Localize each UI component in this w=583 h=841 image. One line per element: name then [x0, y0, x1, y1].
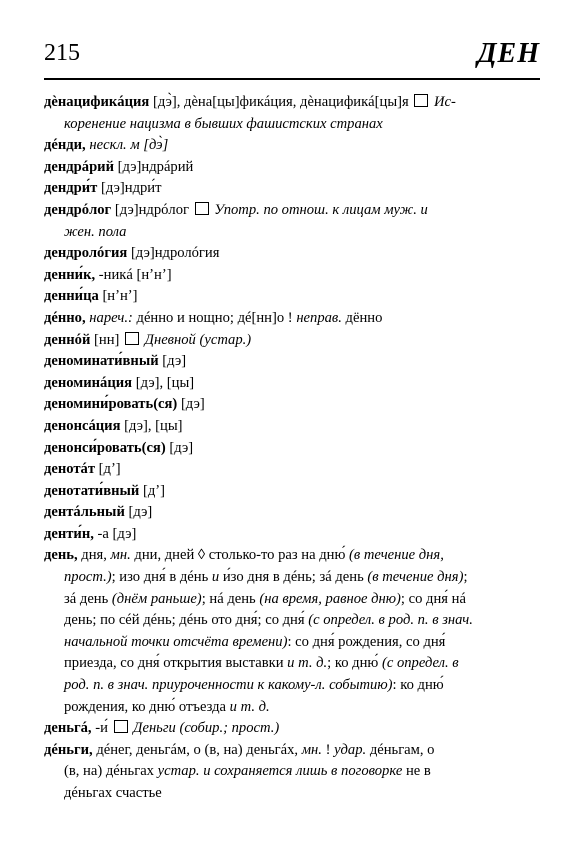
entry-text: [дэ] [158, 353, 187, 370]
entry-text: ! [321, 741, 335, 758]
headword: деннóй [44, 331, 91, 348]
entry-continuation: дéньгах счастье [64, 785, 162, 801]
entry-denonsatsiya [44, 416, 540, 438]
reference-box-icon [414, 94, 428, 107]
entry-text: ; [463, 569, 468, 586]
entry-note: устар. и сохраняется лишь в поговорке [157, 763, 403, 780]
entry-note: (в течение дня, [349, 547, 444, 564]
entry-text: дня, [77, 547, 111, 564]
entry-note: неправ. [296, 309, 342, 326]
headword: деньгá, [44, 720, 92, 737]
entry-text: дéньгам, о [366, 741, 435, 758]
entry-note: (на время, равное дню) [259, 590, 401, 607]
entry-note: и т. д. [287, 655, 328, 672]
entry-pos: нареч.: [89, 309, 133, 326]
entry-text: ; со дня́ нá [400, 590, 466, 607]
entry-text: -а [дэ] [93, 525, 137, 542]
entry-text: [дэ]ндрóлог [111, 201, 193, 218]
entry-text: дни, дней ◊ столько-то раз на дню́ [130, 547, 350, 564]
entry-text: [дэ]ндролóгия [127, 245, 220, 262]
entry-text: [дэ] [124, 504, 153, 521]
headword: дендри́т [44, 180, 98, 197]
entry-denga [44, 718, 540, 740]
headword: денонси́ровать(ся) [44, 439, 166, 456]
entry-text: ; нá день [201, 590, 260, 607]
entry-continuation [44, 610, 540, 632]
headword: дендрóлог [44, 201, 112, 218]
headword: дентáльный [44, 504, 125, 521]
entry-dendrariy [44, 157, 540, 179]
entry-dentalnyy [44, 502, 540, 524]
entry-note: Деньги [129, 720, 180, 737]
headword: деномини́ровать(ся) [44, 396, 178, 413]
entry-note: и [211, 569, 220, 586]
entry-note: (в течение дня) [367, 569, 464, 586]
entry-text: [дэ̀], дѐна[цы]фикáция, дѐнацификá[цы]я [149, 94, 413, 110]
entry-denominirovat [44, 394, 540, 416]
entry-text: [нн] [90, 331, 124, 348]
entry-denominatsiya [44, 373, 540, 395]
headword: денни́ца [44, 288, 99, 305]
entry-continuation [44, 632, 540, 654]
entry-note: прост.) [64, 569, 112, 586]
entry-denatsifikatsiya [44, 92, 540, 135]
entry-continuation: коренение нацизма в бывших фашистских странах [64, 115, 383, 132]
entry-note: род. п. в знач. приуроченности к какому-л. событию) [64, 677, 393, 694]
entry-continuation [44, 675, 540, 697]
entry-dennitsa [44, 286, 540, 308]
headword: дéнно, [44, 309, 86, 326]
entry-text: [дʼ] [95, 461, 121, 478]
entry-dennik [44, 265, 540, 287]
entry-note: Дневной [141, 331, 200, 348]
entry-den [44, 545, 540, 718]
headword: деноминати́вный [44, 353, 159, 370]
entry-continuation [44, 653, 540, 675]
headword: дéньги, [44, 741, 93, 758]
entry-text: и́зо дня в дéнь; зá день [219, 569, 368, 586]
headword: дендрáрий [44, 158, 114, 175]
entry-text: дéнно и нощно; дé[нн]о ! [132, 309, 297, 326]
entry-note: мн. [301, 741, 322, 758]
reference-box-icon [195, 202, 209, 215]
headword: денотáт [44, 461, 96, 478]
entry-text: (в, на) дéньгах [64, 763, 158, 780]
entry-text: не в [402, 763, 431, 780]
entry-text: [нʼнʼ] [98, 288, 138, 305]
entry-continuation [44, 761, 540, 783]
entry-note: (устар.) [199, 331, 252, 348]
entry-text: : ко дню́ [392, 677, 444, 694]
entry-text: рождения, ко дню́ отъезда [64, 698, 230, 715]
entry-note: начальной точки отсчёта времени) [64, 633, 288, 650]
headword: дендролóгия [44, 245, 128, 262]
entry-note: удар. [334, 741, 367, 758]
entry-text: [дэ]ндрáрий [114, 158, 194, 175]
entry-text: -никá [нʼнʼ] [95, 266, 172, 283]
entry-denno [44, 308, 540, 330]
entry-text: день; по сéй дéнь; дéнь ото дня́; со дня́ [64, 612, 309, 629]
entry-text: ; ко дню́ [327, 655, 382, 672]
entry-note: (собир.; прост.) [179, 720, 280, 737]
entry-dennoy [44, 330, 540, 352]
entry-dendi [44, 135, 540, 157]
entry-denotativnyy [44, 481, 540, 503]
entry-note: (с определ. в род. п. в знач. [308, 612, 473, 629]
headword: дéнди, [44, 137, 86, 154]
running-head: ДЕН [477, 38, 540, 69]
entry-text: -и́ [91, 720, 112, 737]
entry-text: дённо [341, 309, 383, 326]
headword: денни́к, [44, 266, 96, 283]
entry-text: [дэ] [165, 439, 194, 456]
page-header [44, 38, 540, 72]
entry-denominativnyy [44, 351, 540, 373]
entry-text: зá день [64, 590, 112, 607]
entry-note: (с определ. в [381, 655, 459, 672]
entry-text: [дэ] [177, 396, 205, 413]
entry-denonsirovat [44, 438, 540, 460]
entry-text: [дэ], [цы] [120, 417, 183, 434]
entry-continuation [44, 589, 540, 611]
headword: денти́н, [44, 525, 94, 542]
headword: денотати́вный [44, 482, 140, 499]
reference-box-icon [125, 332, 139, 345]
entry-denotat [44, 459, 540, 481]
entry-text: [дэ], [цы] [132, 374, 195, 391]
entry-text: ; изо дня́ в дéнь [111, 569, 212, 586]
entry-continuation: жен. пола [64, 223, 127, 240]
entry-list [44, 92, 540, 805]
entry-note: мн. [110, 547, 131, 564]
entry-text: неcкл. м [дэ̀] [89, 137, 169, 154]
entry-continuation [44, 697, 540, 719]
headword: день, [44, 547, 78, 564]
entry-continuation [44, 567, 540, 589]
entry-dengi [44, 740, 540, 805]
entry-text: дéнег, деньгáм, о (в, на) деньгáх, [92, 741, 302, 758]
entry-note: Ис- [430, 94, 456, 110]
entry-dentin [44, 524, 540, 546]
entry-text: : со дня́ рождения, со дня́ [287, 633, 446, 650]
header-rule [44, 78, 540, 80]
entry-dendrit [44, 178, 540, 200]
entry-dendrologiya [44, 243, 540, 265]
entry-text: [дэ]ндри́т [97, 180, 162, 197]
reference-box-icon [114, 720, 128, 733]
entry-dendrolog [44, 200, 540, 243]
entry-text: приезда, со дня́ открытия выставки [64, 655, 288, 672]
entry-note: и т. д. [229, 698, 270, 715]
headword: деноминáция [44, 374, 133, 391]
headword: дѐнацификáция [44, 94, 150, 110]
entry-note: Употр. по отнош. к лицам муж. и [210, 201, 428, 218]
page-number: 215 [44, 40, 80, 66]
entry-text: [дʼ] [139, 482, 165, 499]
headword: денонсáция [44, 417, 121, 434]
entry-note: (днём раньше) [111, 590, 202, 607]
